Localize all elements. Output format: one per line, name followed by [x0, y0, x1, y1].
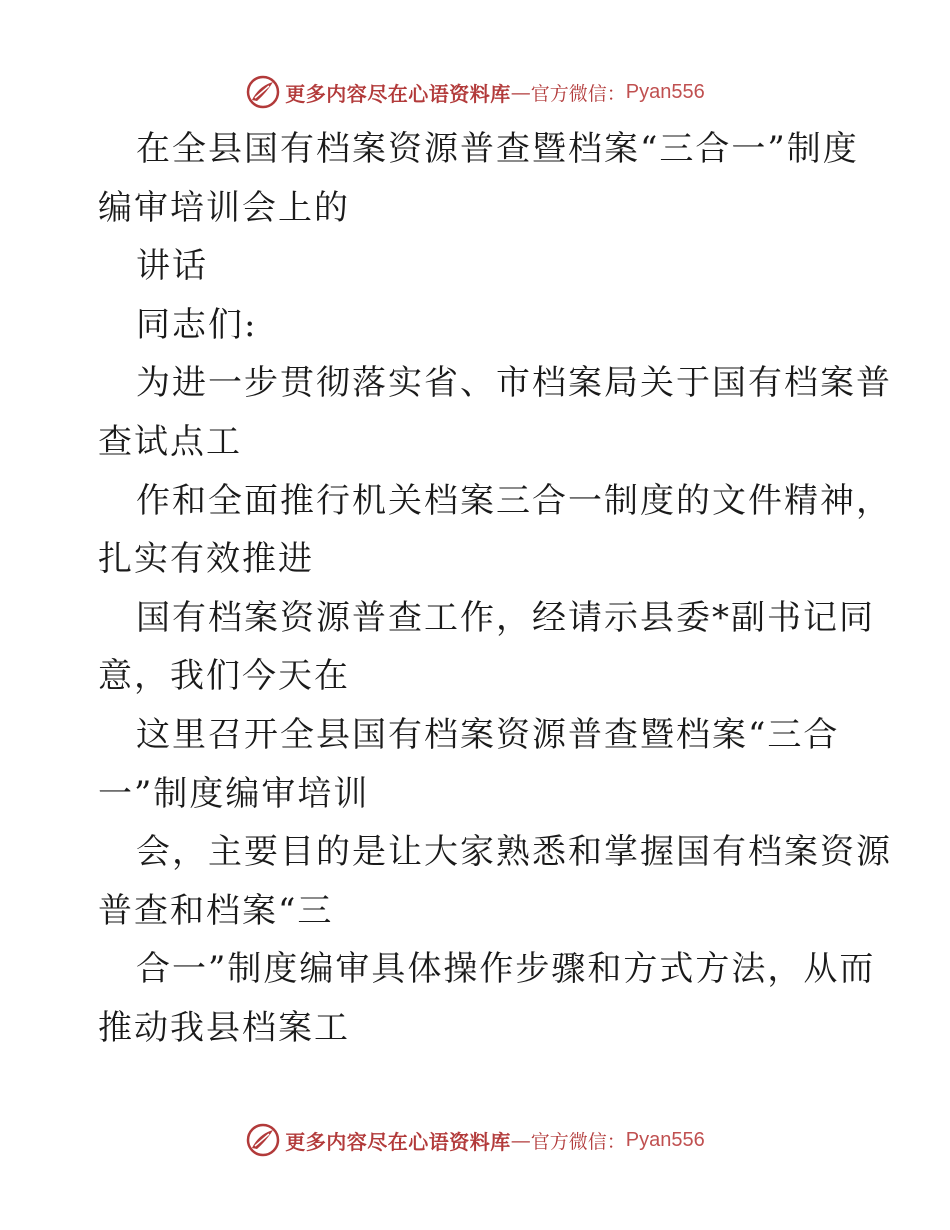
- pen-logo-icon: [245, 1122, 281, 1158]
- watermark-id: Pyan556: [625, 80, 705, 103]
- text-line: 合一”制度编审具体操作步骤和方式方法，从而: [136, 949, 876, 990]
- watermark-separator: —: [510, 80, 531, 104]
- footer-watermark: [0, 1120, 950, 1160]
- watermark-label: 官方微信：: [530, 1130, 626, 1153]
- header-watermark: [0, 72, 950, 112]
- watermark-separator: —: [510, 1128, 531, 1152]
- text-line: 编审培训会上的: [98, 187, 350, 228]
- watermark-text: 更多内容尽在心语资料库: [285, 81, 511, 106]
- watermark-id: Pyan556: [625, 1128, 705, 1151]
- text-line: 讲话: [136, 246, 208, 287]
- document-body: [98, 120, 892, 1058]
- watermark-label: 官方微信：: [530, 82, 626, 105]
- watermark-text: 更多内容尽在心语资料库: [285, 1129, 511, 1154]
- text-line: 同志们:: [136, 304, 258, 345]
- text-line: 意，我们今天在: [98, 656, 350, 697]
- text-line: 推动我县档案工: [98, 1007, 350, 1048]
- text-line: 查试点工: [98, 421, 242, 462]
- text-line: 在全县国有档案资源普查暨档案“三合一”制度: [136, 129, 859, 169]
- text-line: 一”制度编审培训: [98, 773, 370, 814]
- pen-logo-icon: [245, 74, 281, 110]
- text-line: 会，主要目的是让大家熟悉和掌握国有档案资源: [136, 832, 892, 873]
- text-line: 为进一步贯彻落实省、市档案局关于国有档案普: [136, 363, 892, 404]
- text-line: 扎实有效推进: [98, 539, 314, 580]
- text-line: 国有档案资源普查工作，经请示县委*副书记同: [136, 597, 875, 638]
- text-line: 作和全面推行机关档案三合一制度的文件精神，: [136, 480, 892, 521]
- text-line: 这里召开全县国有档案资源普查暨档案“三合: [136, 714, 840, 755]
- text-line: 普查和档案“三: [98, 890, 334, 931]
